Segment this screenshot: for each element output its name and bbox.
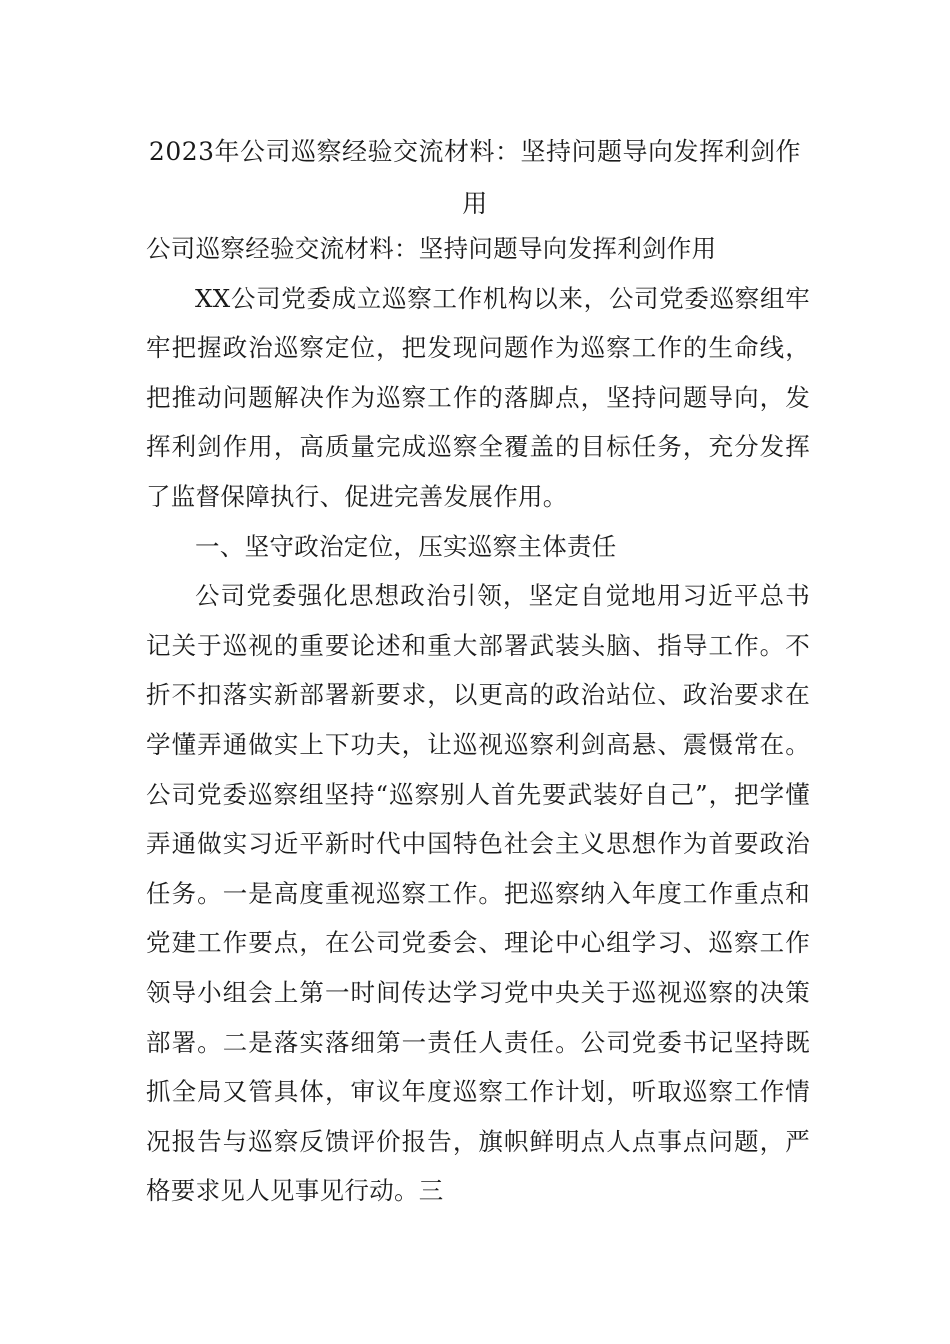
document-title: 2023年公司巡察经验交流材料：坚持问题导向发挥利剑作用: [148, 137, 802, 218]
intro-paragraph: XX公司党委成立巡察工作机构以来，公司党委巡察组牢牢把握政治巡察定位，把发现问题作为巡察工作的生命线，把推动问题解决作为巡察工作的落脚点，坚持问题导向，发挥利剑作用，高质量完成巡察全覆盖的目标任务，充分发挥了监督保障执行、促进完善发展作用。: [146, 283, 810, 511]
document-body: [146, 224, 810, 1216]
document-subtitle: 公司巡察经验交流材料：坚持问题导向发挥利剑作用: [146, 234, 717, 263]
body-paragraph: 公司党委强化思想政治引领，坚定自觉地用习近平总书记关于巡视的重要论述和重大部署武装头脑、指导工作。不折不扣落实新部署新要求，以更高的政治站位、政治要求在学懂弄通做实上下功夫，让巡视巡察利剑高悬、震慑常在。公司党委巡察组坚持“巡察别人首先要武装好自己”，把学懂弄通做实习近平新时代中国特色社会主义思想作为首要政治任务。一是高度重视巡察工作。把巡察纳入年度工作重点和党建工作要点，在公司党委会、理论中心组学习、巡察工作领导小组会上第一时间传达学习党中央关于巡视巡察的决策部署。二是落实落细第一责任人责任。公司党委书记坚持既抓全局又管具体，审议年度巡察工作计划，听取巡察工作情况报告与巡察反馈评价报告，旗帜鲜明点人点事点问题，严格要求见人见事见行动。三: [146, 581, 810, 1206]
section-heading: 一、坚守政治定位，压实巡察主体责任: [195, 531, 617, 561]
